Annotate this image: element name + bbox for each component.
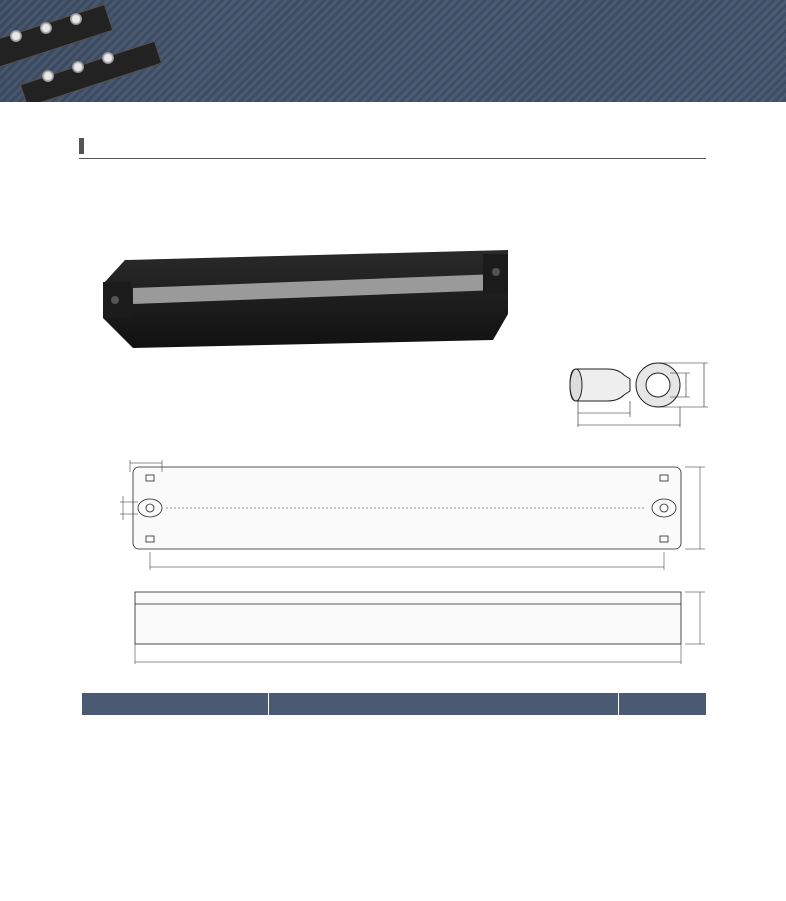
product-photo [103, 248, 508, 350]
header-note [619, 693, 707, 716]
section-marker [79, 138, 84, 154]
top-view-drawing [110, 452, 710, 577]
section-header [79, 136, 706, 159]
header-item [82, 693, 269, 716]
side-view-drawing [110, 586, 710, 668]
page-footer [81, 856, 91, 870]
terminal-block-banner-image [0, 0, 200, 102]
connection-terminal-drawing [560, 355, 720, 430]
header-banner [0, 0, 786, 102]
spec-table [81, 692, 707, 716]
header-model [268, 693, 618, 716]
